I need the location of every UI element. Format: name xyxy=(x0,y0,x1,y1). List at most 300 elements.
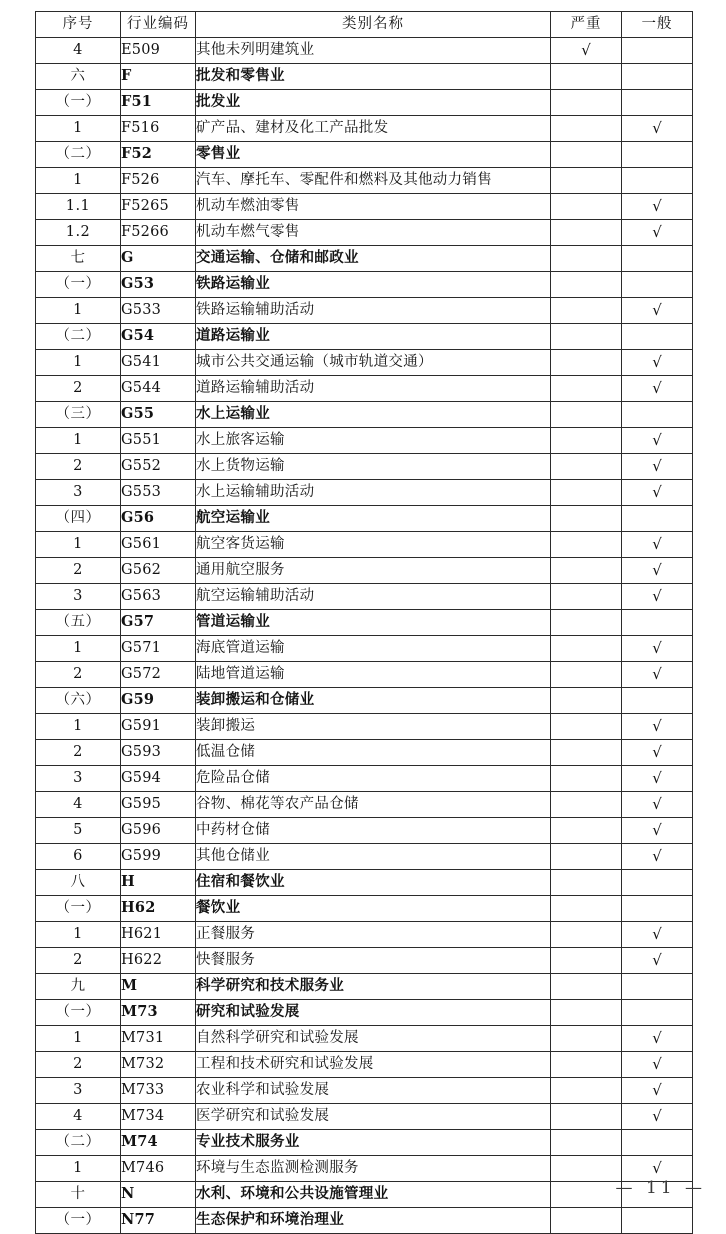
row-severe-mark xyxy=(551,662,622,688)
row-category-name: 装卸搬运 xyxy=(196,714,551,740)
row-severe-mark xyxy=(551,90,622,116)
row-severe-mark xyxy=(551,688,622,714)
row-sequence-number: 1.1 xyxy=(36,194,121,220)
table-row xyxy=(36,116,693,142)
row-severe-mark xyxy=(551,298,622,324)
row-sequence-number: 1 xyxy=(36,298,121,324)
classification-table-container xyxy=(35,11,692,1234)
row-severe-mark xyxy=(551,792,622,818)
row-industry-code: G591 xyxy=(121,714,196,740)
row-industry-code: G595 xyxy=(121,792,196,818)
row-industry-code: F xyxy=(121,64,196,90)
row-industry-code: M732 xyxy=(121,1052,196,1078)
checkmark-icon: √ xyxy=(652,665,662,683)
row-normal-mark xyxy=(622,662,693,688)
row-category-name: 航空运输业 xyxy=(196,506,551,532)
row-sequence-number: （一） xyxy=(36,272,121,298)
row-category-name: 水上旅客运输 xyxy=(196,428,551,454)
table-body xyxy=(36,38,693,1234)
row-industry-code: G571 xyxy=(121,636,196,662)
row-sequence-number: 2 xyxy=(36,558,121,584)
table-row xyxy=(36,298,693,324)
row-severe-mark xyxy=(551,922,622,948)
row-normal-mark xyxy=(622,90,693,116)
row-severe-mark xyxy=(551,1078,622,1104)
row-category-name: 环境与生态监测检测服务 xyxy=(196,1156,551,1182)
row-sequence-number: 3 xyxy=(36,584,121,610)
row-industry-code: G56 xyxy=(121,506,196,532)
row-category-name: 交通运输、仓储和邮政业 xyxy=(196,246,551,272)
table-row xyxy=(36,64,693,90)
row-normal-mark xyxy=(622,974,693,1000)
row-severe-mark xyxy=(551,454,622,480)
checkmark-icon: √ xyxy=(652,847,662,865)
row-normal-mark xyxy=(622,1078,693,1104)
row-category-name: 机动车燃油零售 xyxy=(196,194,551,220)
row-sequence-number: （六） xyxy=(36,688,121,714)
row-category-name: 危险品仓储 xyxy=(196,766,551,792)
table-row xyxy=(36,402,693,428)
row-severe-mark xyxy=(551,636,622,662)
row-severe-mark xyxy=(551,844,622,870)
row-normal-mark xyxy=(622,740,693,766)
row-category-name: 低温仓储 xyxy=(196,740,551,766)
table-row xyxy=(36,1208,693,1234)
table-row xyxy=(36,818,693,844)
table-row xyxy=(36,974,693,1000)
row-sequence-number: （一） xyxy=(36,1208,121,1234)
table-row xyxy=(36,1052,693,1078)
table-row xyxy=(36,1026,693,1052)
table-header-row xyxy=(36,12,693,38)
row-severe-mark xyxy=(551,740,622,766)
row-normal-mark xyxy=(622,480,693,506)
row-industry-code: E509 xyxy=(121,38,196,64)
row-severe-mark xyxy=(551,870,622,896)
checkmark-icon: √ xyxy=(581,41,591,59)
row-severe-mark xyxy=(551,818,622,844)
row-normal-mark xyxy=(622,194,693,220)
row-sequence-number: 2 xyxy=(36,376,121,402)
row-severe-mark xyxy=(551,896,622,922)
table-row xyxy=(36,922,693,948)
row-sequence-number: 4 xyxy=(36,38,121,64)
row-category-name: 铁路运输业 xyxy=(196,272,551,298)
row-severe-mark xyxy=(551,246,622,272)
row-severe-mark xyxy=(551,1104,622,1130)
row-industry-code: M734 xyxy=(121,1104,196,1130)
checkmark-icon: √ xyxy=(652,925,662,943)
table-row xyxy=(36,90,693,116)
table-row xyxy=(36,896,693,922)
checkmark-icon: √ xyxy=(652,821,662,839)
row-normal-mark xyxy=(622,272,693,298)
row-category-name: 铁路运输辅助活动 xyxy=(196,298,551,324)
row-severe-mark xyxy=(551,38,622,64)
row-industry-code: G551 xyxy=(121,428,196,454)
row-industry-code: G553 xyxy=(121,480,196,506)
row-severe-mark xyxy=(551,350,622,376)
row-sequence-number: 八 xyxy=(36,870,121,896)
row-industry-code: F526 xyxy=(121,168,196,194)
column-header-seq: 序号 xyxy=(36,12,121,38)
table-row xyxy=(36,1156,693,1182)
industry-classification-table xyxy=(35,11,693,1234)
table-row xyxy=(36,1104,693,1130)
row-category-name: 道路运输辅助活动 xyxy=(196,376,551,402)
checkmark-icon: √ xyxy=(652,951,662,969)
row-category-name: 矿产品、建材及化工产品批发 xyxy=(196,116,551,142)
row-normal-mark xyxy=(622,298,693,324)
row-normal-mark xyxy=(622,116,693,142)
row-normal-mark xyxy=(622,1026,693,1052)
row-category-name: 谷物、棉花等农产品仓储 xyxy=(196,792,551,818)
row-sequence-number: 1 xyxy=(36,350,121,376)
row-severe-mark xyxy=(551,584,622,610)
row-category-name: 批发和零售业 xyxy=(196,64,551,90)
row-sequence-number: 2 xyxy=(36,454,121,480)
checkmark-icon: √ xyxy=(652,1159,662,1177)
row-sequence-number: 1 xyxy=(36,168,121,194)
row-industry-code: M73 xyxy=(121,1000,196,1026)
table-row xyxy=(36,870,693,896)
table-row xyxy=(36,142,693,168)
table-row xyxy=(36,1078,693,1104)
row-industry-code: M746 xyxy=(121,1156,196,1182)
table-row xyxy=(36,1000,693,1026)
row-sequence-number: 1 xyxy=(36,1026,121,1052)
table-row xyxy=(36,272,693,298)
row-industry-code: M731 xyxy=(121,1026,196,1052)
table-row xyxy=(36,506,693,532)
row-sequence-number: 3 xyxy=(36,766,121,792)
row-sequence-number: 十 xyxy=(36,1182,121,1208)
row-normal-mark xyxy=(622,324,693,350)
row-sequence-number: 4 xyxy=(36,1104,121,1130)
row-severe-mark xyxy=(551,168,622,194)
row-severe-mark xyxy=(551,1182,622,1208)
row-industry-code: G57 xyxy=(121,610,196,636)
table-row xyxy=(36,1130,693,1156)
checkmark-icon: √ xyxy=(652,353,662,371)
row-sequence-number: 2 xyxy=(36,1052,121,1078)
table-row xyxy=(36,714,693,740)
row-category-name: 水上货物运输 xyxy=(196,454,551,480)
row-category-name: 城市公共交通运输（城市轨道交通） xyxy=(196,350,551,376)
table-row xyxy=(36,480,693,506)
column-header-code: 行业编码 xyxy=(121,12,196,38)
row-severe-mark xyxy=(551,428,622,454)
row-category-name: 研究和试验发展 xyxy=(196,1000,551,1026)
row-severe-mark xyxy=(551,610,622,636)
row-sequence-number: 5 xyxy=(36,818,121,844)
row-category-name: 正餐服务 xyxy=(196,922,551,948)
row-category-name: 工程和技术研究和试验发展 xyxy=(196,1052,551,1078)
row-sequence-number: 1 xyxy=(36,714,121,740)
row-normal-mark xyxy=(622,1130,693,1156)
row-category-name: 中药材仓储 xyxy=(196,818,551,844)
row-normal-mark xyxy=(622,818,693,844)
row-severe-mark xyxy=(551,116,622,142)
row-category-name: 医学研究和试验发展 xyxy=(196,1104,551,1130)
row-normal-mark xyxy=(622,454,693,480)
checkmark-icon: √ xyxy=(652,301,662,319)
table-row xyxy=(36,558,693,584)
row-severe-mark xyxy=(551,558,622,584)
row-industry-code: F51 xyxy=(121,90,196,116)
row-normal-mark xyxy=(622,558,693,584)
row-sequence-number: 3 xyxy=(36,480,121,506)
row-sequence-number: 1 xyxy=(36,636,121,662)
row-severe-mark xyxy=(551,532,622,558)
row-category-name: 零售业 xyxy=(196,142,551,168)
row-normal-mark xyxy=(622,246,693,272)
row-industry-code: G572 xyxy=(121,662,196,688)
row-sequence-number: （二） xyxy=(36,324,121,350)
table-row xyxy=(36,688,693,714)
page-number: — 11 — xyxy=(615,1178,706,1198)
row-category-name: 海底管道运输 xyxy=(196,636,551,662)
row-industry-code: H622 xyxy=(121,948,196,974)
row-industry-code: M74 xyxy=(121,1130,196,1156)
row-severe-mark xyxy=(551,142,622,168)
row-normal-mark xyxy=(622,1208,693,1234)
row-normal-mark xyxy=(622,1104,693,1130)
row-normal-mark xyxy=(622,168,693,194)
row-industry-code: G596 xyxy=(121,818,196,844)
row-severe-mark xyxy=(551,402,622,428)
table-row xyxy=(36,1182,693,1208)
row-severe-mark xyxy=(551,974,622,1000)
row-category-name: 生态保护和环境治理业 xyxy=(196,1208,551,1234)
row-normal-mark xyxy=(622,376,693,402)
table-row xyxy=(36,636,693,662)
table-row xyxy=(36,350,693,376)
row-industry-code: G552 xyxy=(121,454,196,480)
row-industry-code: G562 xyxy=(121,558,196,584)
row-sequence-number: 2 xyxy=(36,740,121,766)
row-sequence-number: （一） xyxy=(36,1000,121,1026)
row-category-name: 农业科学和试验发展 xyxy=(196,1078,551,1104)
checkmark-icon: √ xyxy=(652,197,662,215)
row-sequence-number: 2 xyxy=(36,948,121,974)
row-severe-mark xyxy=(551,506,622,532)
row-normal-mark xyxy=(622,532,693,558)
row-severe-mark xyxy=(551,714,622,740)
row-industry-code: F516 xyxy=(121,116,196,142)
checkmark-icon: √ xyxy=(652,119,662,137)
row-industry-code: M xyxy=(121,974,196,1000)
row-category-name: 机动车燃气零售 xyxy=(196,220,551,246)
row-category-name: 道路运输业 xyxy=(196,324,551,350)
row-normal-mark xyxy=(622,714,693,740)
row-severe-mark xyxy=(551,194,622,220)
row-category-name: 水上运输业 xyxy=(196,402,551,428)
row-severe-mark xyxy=(551,324,622,350)
row-industry-code: F52 xyxy=(121,142,196,168)
row-normal-mark xyxy=(622,1052,693,1078)
row-sequence-number: （五） xyxy=(36,610,121,636)
checkmark-icon: √ xyxy=(652,639,662,657)
row-category-name: 专业技术服务业 xyxy=(196,1130,551,1156)
row-normal-mark xyxy=(622,220,693,246)
table-row xyxy=(36,220,693,246)
row-category-name: 住宿和餐饮业 xyxy=(196,870,551,896)
row-normal-mark xyxy=(622,688,693,714)
checkmark-icon: √ xyxy=(652,457,662,475)
row-normal-mark xyxy=(622,636,693,662)
row-industry-code: G55 xyxy=(121,402,196,428)
row-severe-mark xyxy=(551,766,622,792)
row-industry-code: G563 xyxy=(121,584,196,610)
row-sequence-number: （四） xyxy=(36,506,121,532)
checkmark-icon: √ xyxy=(652,743,662,761)
row-industry-code: G544 xyxy=(121,376,196,402)
row-industry-code: F5265 xyxy=(121,194,196,220)
checkmark-icon: √ xyxy=(652,587,662,605)
row-industry-code: N77 xyxy=(121,1208,196,1234)
table-row xyxy=(36,792,693,818)
table-header xyxy=(36,12,693,38)
row-normal-mark xyxy=(622,38,693,64)
column-header-name: 类别名称 xyxy=(196,12,551,38)
row-industry-code: G561 xyxy=(121,532,196,558)
row-severe-mark xyxy=(551,948,622,974)
checkmark-icon: √ xyxy=(652,223,662,241)
checkmark-icon: √ xyxy=(652,1029,662,1047)
row-sequence-number: 1 xyxy=(36,428,121,454)
row-sequence-number: 6 xyxy=(36,844,121,870)
row-severe-mark xyxy=(551,1052,622,1078)
table-row xyxy=(36,376,693,402)
row-sequence-number: 1.2 xyxy=(36,220,121,246)
row-sequence-number: 1 xyxy=(36,532,121,558)
row-sequence-number: 七 xyxy=(36,246,121,272)
row-category-name: 水利、环境和公共设施管理业 xyxy=(196,1182,551,1208)
row-sequence-number: （一） xyxy=(36,896,121,922)
table-row xyxy=(36,584,693,610)
table-row xyxy=(36,740,693,766)
table-row xyxy=(36,428,693,454)
checkmark-icon: √ xyxy=(652,1081,662,1099)
row-sequence-number: （三） xyxy=(36,402,121,428)
row-normal-mark xyxy=(622,142,693,168)
table-row xyxy=(36,766,693,792)
checkmark-icon: √ xyxy=(652,1107,662,1125)
row-industry-code: G59 xyxy=(121,688,196,714)
row-industry-code: G594 xyxy=(121,766,196,792)
row-sequence-number: 1 xyxy=(36,116,121,142)
row-normal-mark xyxy=(622,896,693,922)
row-category-name: 航空客货运输 xyxy=(196,532,551,558)
row-category-name: 水上运输辅助活动 xyxy=(196,480,551,506)
row-industry-code: G599 xyxy=(121,844,196,870)
row-severe-mark xyxy=(551,376,622,402)
row-industry-code: H xyxy=(121,870,196,896)
row-category-name: 航空运输辅助活动 xyxy=(196,584,551,610)
table-row xyxy=(36,324,693,350)
row-category-name: 餐饮业 xyxy=(196,896,551,922)
row-severe-mark xyxy=(551,1000,622,1026)
row-industry-code: H621 xyxy=(121,922,196,948)
row-normal-mark xyxy=(622,428,693,454)
row-category-name: 其他未列明建筑业 xyxy=(196,38,551,64)
row-sequence-number: （一） xyxy=(36,90,121,116)
row-normal-mark xyxy=(622,350,693,376)
row-category-name: 陆地管道运输 xyxy=(196,662,551,688)
checkmark-icon: √ xyxy=(652,483,662,501)
row-normal-mark xyxy=(622,844,693,870)
row-industry-code: G593 xyxy=(121,740,196,766)
row-severe-mark xyxy=(551,1208,622,1234)
table-row xyxy=(36,610,693,636)
row-sequence-number: 九 xyxy=(36,974,121,1000)
table-row xyxy=(36,168,693,194)
row-normal-mark xyxy=(622,948,693,974)
checkmark-icon: √ xyxy=(652,769,662,787)
table-row xyxy=(36,38,693,64)
checkmark-icon: √ xyxy=(652,1055,662,1073)
row-category-name: 装卸搬运和仓储业 xyxy=(196,688,551,714)
row-normal-mark xyxy=(622,792,693,818)
table-row xyxy=(36,246,693,272)
row-industry-code: G533 xyxy=(121,298,196,324)
column-header-severe: 严重 xyxy=(551,12,622,38)
checkmark-icon: √ xyxy=(652,795,662,813)
row-normal-mark xyxy=(622,766,693,792)
row-industry-code: M733 xyxy=(121,1078,196,1104)
row-category-name: 其他仓储业 xyxy=(196,844,551,870)
row-severe-mark xyxy=(551,1026,622,1052)
table-row xyxy=(36,662,693,688)
row-industry-code: H62 xyxy=(121,896,196,922)
table-row xyxy=(36,532,693,558)
row-category-name: 通用航空服务 xyxy=(196,558,551,584)
row-severe-mark xyxy=(551,480,622,506)
row-normal-mark xyxy=(622,506,693,532)
table-row xyxy=(36,454,693,480)
row-industry-code: G54 xyxy=(121,324,196,350)
row-normal-mark xyxy=(622,870,693,896)
row-sequence-number: 4 xyxy=(36,792,121,818)
row-category-name: 管道运输业 xyxy=(196,610,551,636)
row-industry-code: N xyxy=(121,1182,196,1208)
row-normal-mark xyxy=(622,584,693,610)
row-category-name: 自然科学研究和试验发展 xyxy=(196,1026,551,1052)
row-severe-mark xyxy=(551,1156,622,1182)
row-category-name: 批发业 xyxy=(196,90,551,116)
column-header-normal: 一般 xyxy=(622,12,693,38)
table-row xyxy=(36,194,693,220)
row-severe-mark xyxy=(551,220,622,246)
row-industry-code: G541 xyxy=(121,350,196,376)
row-normal-mark xyxy=(622,64,693,90)
row-category-name: 科学研究和技术服务业 xyxy=(196,974,551,1000)
row-sequence-number: 1 xyxy=(36,1156,121,1182)
table-row xyxy=(36,844,693,870)
row-normal-mark xyxy=(622,1000,693,1026)
checkmark-icon: √ xyxy=(652,379,662,397)
row-sequence-number: 2 xyxy=(36,662,121,688)
row-category-name: 快餐服务 xyxy=(196,948,551,974)
checkmark-icon: √ xyxy=(652,431,662,449)
row-sequence-number: 1 xyxy=(36,922,121,948)
row-severe-mark xyxy=(551,272,622,298)
row-normal-mark xyxy=(622,922,693,948)
row-normal-mark xyxy=(622,610,693,636)
checkmark-icon: √ xyxy=(652,717,662,735)
row-industry-code: F5266 xyxy=(121,220,196,246)
